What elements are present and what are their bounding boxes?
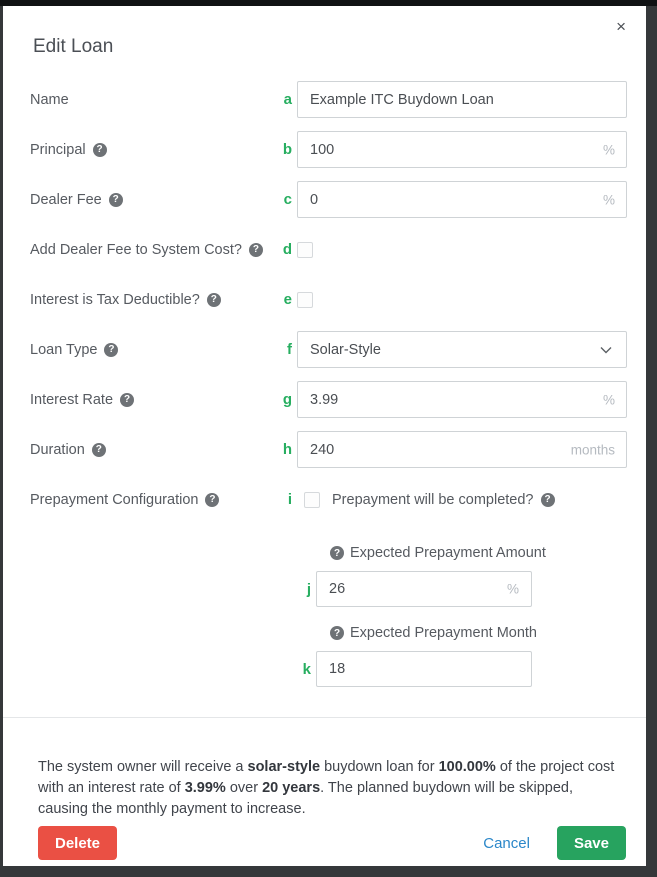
- prepayment-month-input-box: [316, 651, 532, 687]
- summary-principal-pct: 100.00%: [438, 759, 496, 775]
- prepayment-label: [30, 492, 219, 508]
- principal-input-col: [297, 131, 627, 168]
- summary-segment: over: [225, 780, 263, 796]
- prepayment-label-text: Prepayment Configuration: [30, 491, 199, 508]
- add-dealer-fee-input-col: [297, 242, 627, 258]
- prepayment-month-input-col: [297, 651, 627, 687]
- name-label-text: Name: [30, 91, 69, 108]
- summary-interest-rate: 3.99%: [184, 780, 226, 796]
- loan-type-row: [30, 331, 627, 368]
- duration-label: [30, 442, 106, 458]
- prepayment-amount-label-col: [297, 531, 627, 563]
- dealer-fee-unit: %: [602, 192, 615, 207]
- add-dealer-fee-label-text: Add Dealer Fee to System Cost?: [30, 241, 242, 258]
- prepayment-month-label: [330, 623, 627, 643]
- dialog-title: Edit Loan: [33, 36, 114, 57]
- tax-deductible-help-icon[interactable]: ?: [207, 293, 221, 307]
- cancel-button[interactable]: Cancel: [483, 834, 530, 852]
- summary-segment: of the project cost with an interest rate of: [38, 759, 615, 796]
- principal-row: [30, 131, 627, 168]
- name-label: [30, 92, 69, 108]
- principal-input[interactable]: [297, 131, 627, 168]
- prepayment-amount-label: [330, 543, 627, 563]
- dialog-footer: [3, 826, 646, 860]
- loan-type-label: [30, 342, 118, 358]
- loan-type-input-col: [297, 331, 627, 368]
- loan-type-help-icon[interactable]: ?: [104, 343, 118, 357]
- shortcut-letter-j: j: [306, 580, 311, 598]
- prepayment-input-col: [297, 492, 627, 508]
- loan-type-label-text: Loan Type: [30, 341, 98, 358]
- duration-input[interactable]: [297, 431, 627, 468]
- interest-rate-input[interactable]: [297, 381, 627, 418]
- prepayment-amount-input-box: [316, 571, 532, 607]
- principal-help-icon[interactable]: ?: [93, 143, 107, 157]
- interest-rate-label-text: Interest Rate: [30, 391, 114, 408]
- prepayment-amount-help-icon[interactable]: ?: [330, 546, 344, 560]
- edit-loan-dialog: [3, 6, 646, 866]
- summary-duration-years: 20 years: [262, 780, 321, 796]
- shortcut-letter-g: g: [282, 391, 292, 408]
- shortcut-letter-h: h: [282, 441, 292, 458]
- dealer-fee-input-col: [297, 181, 627, 218]
- interest-rate-label: [30, 392, 134, 408]
- add-dealer-fee-checkbox[interactable]: [297, 242, 313, 258]
- dealer-fee-help-icon[interactable]: ?: [109, 193, 123, 207]
- principal-label-text: Principal: [30, 141, 86, 158]
- duration-label-text: Duration: [30, 441, 85, 458]
- dealer-fee-label-text: Dealer Fee: [30, 191, 102, 208]
- loan-summary-text: [3, 757, 646, 820]
- tax-deductible-row: [30, 281, 627, 318]
- prepayment-amount-input[interactable]: [316, 571, 532, 607]
- summary-segment: . The planned buydown will be skipped, causing the monthly payment to increase.: [38, 780, 573, 817]
- name-row: [30, 81, 627, 118]
- principal-label: [30, 142, 107, 158]
- dealer-fee-row: [30, 181, 627, 218]
- shortcut-letter-b: b: [282, 141, 292, 158]
- loan-type-selected-value: Solar-Style: [310, 341, 381, 358]
- loan-type-select[interactable]: [297, 331, 627, 368]
- tax-deductible-label: [30, 292, 221, 308]
- tax-deductible-checkbox[interactable]: [297, 292, 313, 308]
- prepayment-month-label-text: Expected Prepayment Month: [350, 625, 537, 641]
- dealer-fee-input[interactable]: [297, 181, 627, 218]
- prepayment-completed-help-icon[interactable]: ?: [541, 493, 555, 507]
- prepayment-month-input-row: [30, 643, 627, 687]
- duration-input-col: [297, 431, 627, 468]
- add-dealer-fee-help-icon[interactable]: ?: [249, 243, 263, 257]
- name-input-col: [297, 81, 627, 118]
- interest-rate-row: [30, 381, 627, 418]
- prepayment-amount-label-text: Expected Prepayment Amount: [350, 545, 546, 561]
- shortcut-letter-c: c: [283, 191, 292, 208]
- principal-unit: %: [602, 142, 615, 157]
- edit-loan-form: [3, 81, 646, 687]
- tax-deductible-input-col: [297, 292, 627, 308]
- prepayment-amount-input-row: [30, 563, 627, 607]
- footer-divider: [3, 717, 646, 718]
- prepayment-month-label-col: [297, 607, 627, 643]
- prepayment-month-label-row: [30, 607, 627, 643]
- prepayment-amount-input-col: [297, 571, 627, 607]
- delete-button[interactable]: Delete: [38, 826, 117, 860]
- prepayment-completed-checkbox[interactable]: [304, 492, 320, 508]
- prepayment-row: [30, 481, 627, 518]
- interest-rate-unit: %: [602, 392, 615, 407]
- add-dealer-fee-row: [30, 231, 627, 268]
- summary-segment: The system owner will receive a: [38, 759, 248, 775]
- interest-rate-help-icon[interactable]: ?: [120, 393, 134, 407]
- prepayment-completed-label-text: Prepayment will be completed?: [332, 491, 534, 508]
- prepayment-amount-unit: %: [506, 581, 519, 597]
- interest-rate-input-col: [297, 381, 627, 418]
- duration-unit: months: [570, 442, 615, 457]
- shortcut-letter-i: i: [287, 491, 292, 508]
- shortcut-letter-d: d: [282, 241, 292, 258]
- summary-loan-style: solar-style: [247, 759, 321, 775]
- chevron-down-icon: [600, 346, 612, 354]
- prepayment-help-icon[interactable]: ?: [205, 493, 219, 507]
- shortcut-letter-k: k: [302, 660, 311, 678]
- duration-row: [30, 431, 627, 468]
- prepayment-month-input[interactable]: [316, 651, 532, 687]
- shortcut-letter-a: a: [283, 91, 292, 108]
- prepayment-month-help-icon[interactable]: ?: [330, 626, 344, 640]
- dealer-fee-label: [30, 192, 123, 208]
- save-button[interactable]: Save: [557, 826, 626, 860]
- shortcut-letter-e: e: [283, 291, 292, 308]
- add-dealer-fee-label: [30, 242, 263, 258]
- close-icon[interactable]: ×: [616, 17, 626, 36]
- tax-deductible-label-text: Interest is Tax Deductible?: [30, 291, 200, 308]
- name-input[interactable]: [297, 81, 627, 118]
- duration-help-icon[interactable]: ?: [92, 443, 106, 457]
- prepayment-completed-label: [332, 492, 555, 508]
- shortcut-letter-f: f: [287, 341, 292, 358]
- summary-segment: buydown loan for: [320, 759, 439, 775]
- prepayment-amount-label-row: [30, 531, 627, 563]
